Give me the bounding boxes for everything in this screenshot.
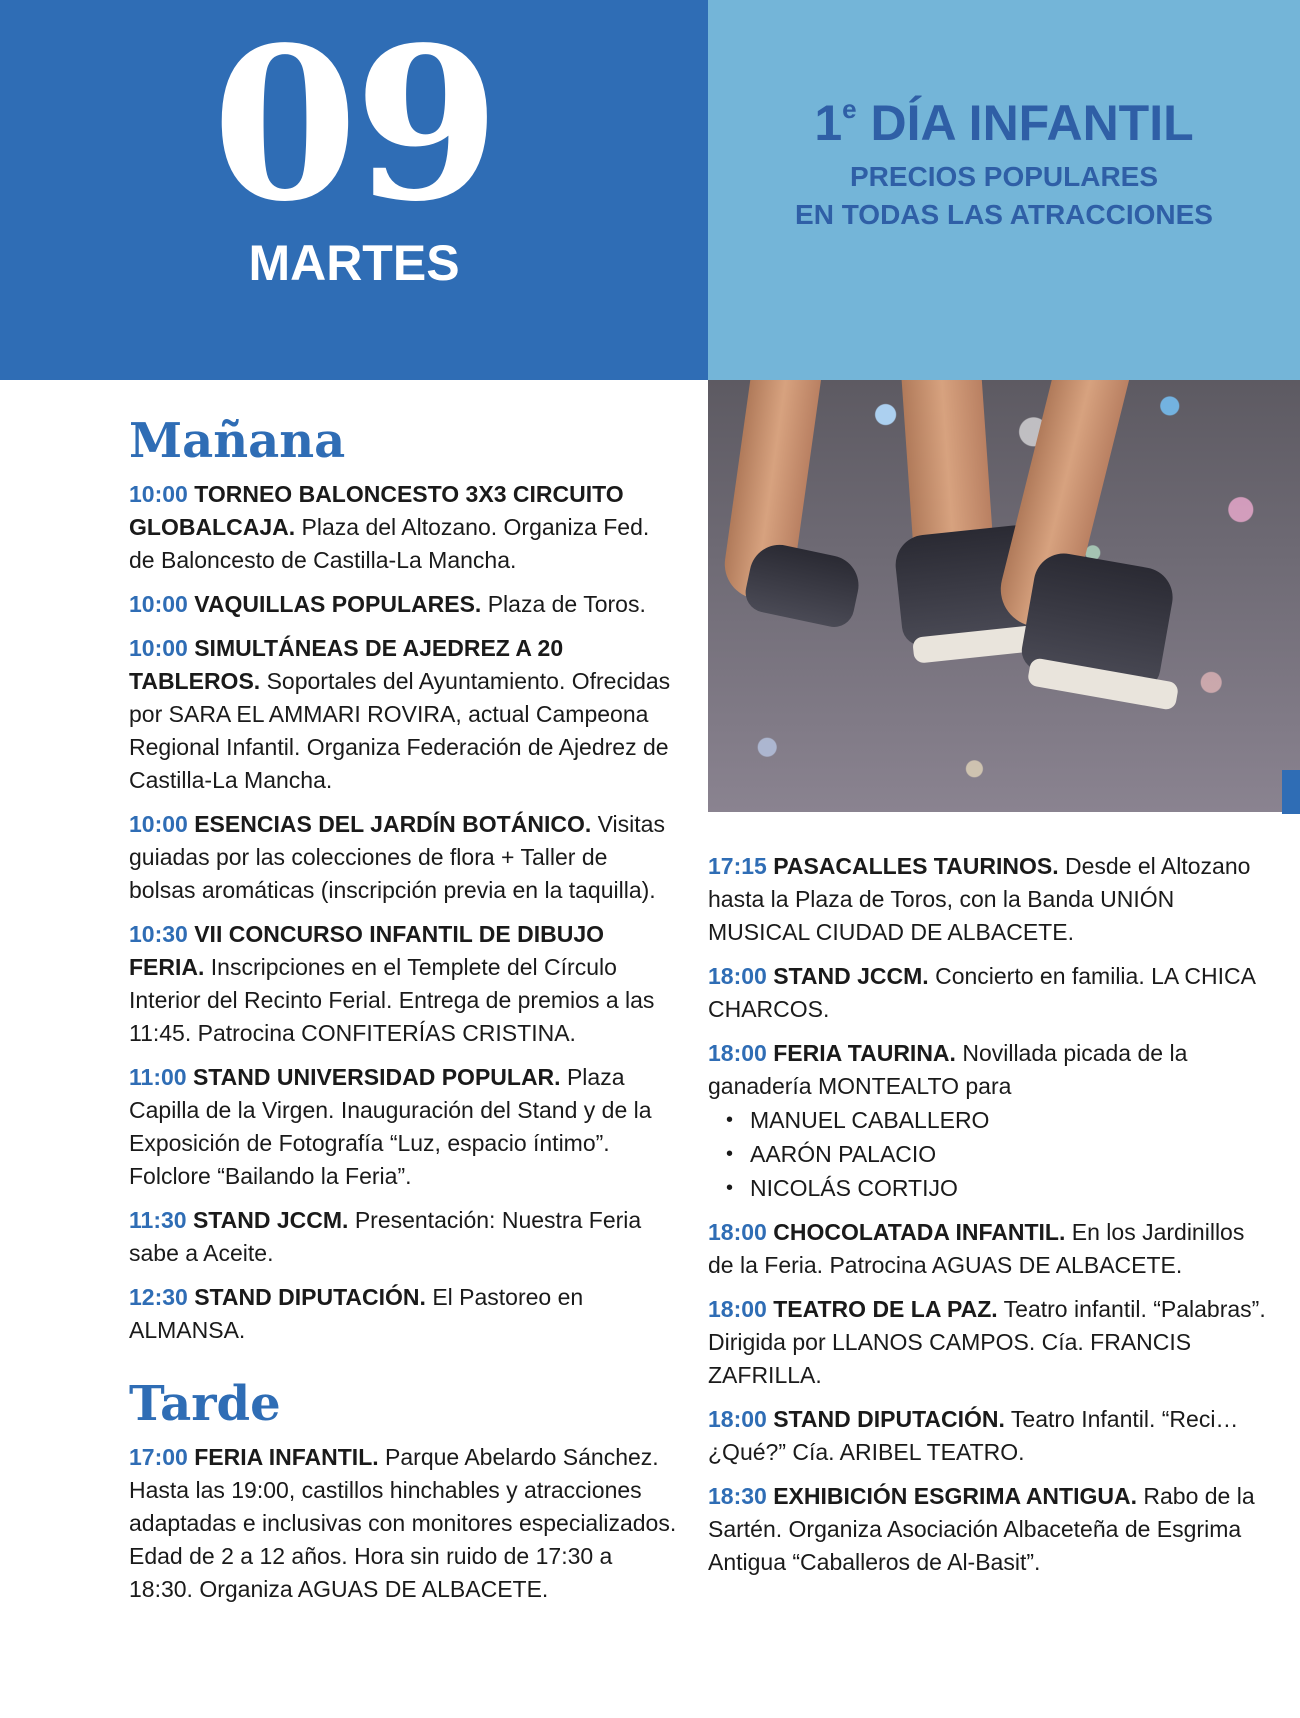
event-title: FERIA TAURINA. [773,1040,956,1066]
event-title: TORNEO BALONCESTO 3X3 CIRCUITO GLOBALCAJA. [129,481,624,540]
event-description: Novillada picada de la ganadería MONTEALTO para [708,1040,1188,1099]
event-item [129,808,677,907]
confetti-feet-photo [708,380,1300,812]
event-time: 10:00 [129,591,188,617]
manana-event-list [129,478,677,1347]
event-time: 17:00 [129,1444,188,1470]
event-item-feria-taurina [708,1037,1268,1205]
event-time: 18:00 [708,1406,767,1432]
event-title-suffix: e [842,94,857,124]
performer-list [708,1103,1268,1205]
event-time: 10:00 [129,635,188,661]
event-subtitle [708,158,1300,234]
event-time: 11:00 [129,1064,187,1090]
event-item [708,1480,1268,1579]
page-edge-tab [1282,770,1300,814]
event-description: Inscripciones en el Templete del Círculo Interior del Recinto Ferial. Entrega de premios a las 11:45. Patrocina CONFITERÍAS CRISTINA. [129,954,655,1046]
event-description: Visitas guiadas por las colecciones de flora + Taller de bolsas aromáticas (inscripción previa en la taquilla). [129,811,665,903]
event-time: 18:30 [708,1483,767,1509]
event-description: El Pastoreo en ALMANSA. [129,1284,584,1343]
event-subtitle-line2: EN TODAS LAS ATRACCIONES [795,199,1213,230]
performer-item: • MANUEL CABALLERO [750,1103,1268,1137]
event-description: Presentación: Nuestra Feria sabe a Aceite. [129,1207,642,1266]
event-title: EXHIBICIÓN ESGRIMA ANTIGUA. [773,1483,1137,1509]
event-title: STAND JCCM. [192,1207,349,1233]
event-time: 17:15 [708,853,767,879]
event-item [708,850,1268,949]
event-item [129,478,677,577]
event-time: 18:00 [708,963,767,989]
event-title: ESENCIAS DEL JARDÍN BOTÁNICO. [194,811,592,837]
tarde-event-list-right-b [708,1216,1268,1579]
event-item [708,1293,1268,1392]
event-title: STAND UNIVERSIDAD POPULAR. [192,1064,561,1090]
event-item [129,1441,677,1606]
event-title: STAND DIPUTACIÓN. [773,1406,1005,1432]
event-title-text: DÍA INFANTIL [870,95,1194,151]
event-title: STAND DIPUTACIÓN. [194,1284,426,1310]
event-title-number: 1 [814,95,843,151]
event-description: En los Jardinillos de la Feria. Patrocina AGUAS DE ALBACETE. [708,1219,1245,1278]
event-time: 10:00 [129,481,188,507]
event-time: 10:00 [129,811,188,837]
header-date-panel [0,0,708,380]
event-description: Rabo de la Sartén. Organiza Asociación Albaceteña de Esgrima Antigua “Caballeros de Al-Basit”. [708,1483,1255,1575]
event-time: 18:00 [708,1040,767,1066]
section-title-manana: Mañana [129,413,346,469]
event-title [708,94,1300,152]
event-subtitle-line1: PRECIOS POPULARES [849,161,1159,192]
tarde-event-list-right-a [708,850,1268,1026]
event-time: 12:30 [129,1284,188,1310]
event-description: Parque Abelardo Sánchez. Hasta las 19:00, castillos hinchables y atracciones adaptadas e inclusivas con monitores especializados. Edad de 2 a 12 años. Hora sin ruido de 17:30 a 18:30. Organiza AGUAS DE ALBACETE. [129,1444,677,1602]
event-description: Concierto en familia. LA CHICA CHARCOS. [708,963,1255,1022]
event-item [129,918,677,1050]
event-time: 11:30 [129,1207,187,1233]
event-description: Soportales del Ayuntamiento. Ofrecidas por SARA EL AMMARI ROVIRA, actual Campeona Regional Infantil. Organiza Federación de Ajedrez de Castilla-La Mancha. [129,668,671,793]
event-title: CHOCOLATADA INFANTIL. [773,1219,1066,1245]
event-item [129,1281,677,1347]
event-time: 10:30 [129,921,188,947]
event-item [708,1403,1268,1469]
right-column [708,850,1268,1590]
event-description: Plaza de Toros. [487,591,646,617]
event-description: Plaza del Altozano. Organiza Fed. de Baloncesto de Castilla-La Mancha. [129,514,650,573]
performer-item: • AARÓN PALACIO [750,1137,1268,1171]
event-time: 18:00 [708,1219,767,1245]
left-column [129,408,677,1617]
event-item [129,632,677,797]
event-title: SIMULTÁNEAS DE AJEDREZ A 20 TABLEROS. [129,635,564,694]
event-title: STAND JCCM. [773,963,929,989]
event-item [708,960,1268,1026]
event-title: FERIA INFANTIL. [194,1444,379,1470]
event-description: Plaza Capilla de la Virgen. Inauguración del Stand y de la Exposición de Fotografía “Luz, espacio íntimo”. Folclore “Bailando la Feria”. [129,1064,652,1189]
event-item [129,1204,677,1270]
tarde-event-list-left [129,1441,677,1606]
event-item [129,588,677,621]
event-item [708,1216,1268,1282]
event-description: Teatro infantil. “Palabras”. Dirigida por LLANOS CAMPOS. Cía. FRANCIS ZAFRILLA. [708,1296,1266,1388]
day-number: 09 [211,1,497,248]
event-title: PASACALLES TAURINOS. [773,853,1059,879]
event-title: VII CONCURSO INFANTIL DE DIBUJO FERIA. [129,921,604,980]
event-title: TEATRO DE LA PAZ. [773,1296,998,1322]
event-description: Desde el Altozano hasta la Plaza de Toros, con la Banda UNIÓN MUSICAL CIUDAD DE ALBACETE. [708,853,1251,945]
event-title: VAQUILLAS POPULARES. [194,591,482,617]
day-name: MARTES [248,235,460,291]
event-item [129,1061,677,1193]
performer-item: • NICOLÁS CORTIJO [750,1171,1268,1205]
section-title-tarde: Tarde [129,1376,281,1432]
event-description: Teatro Infantil. “Reci…¿Qué?” Cía. ARIBEL TEATRO. [708,1406,1239,1465]
event-time: 18:00 [708,1296,767,1322]
